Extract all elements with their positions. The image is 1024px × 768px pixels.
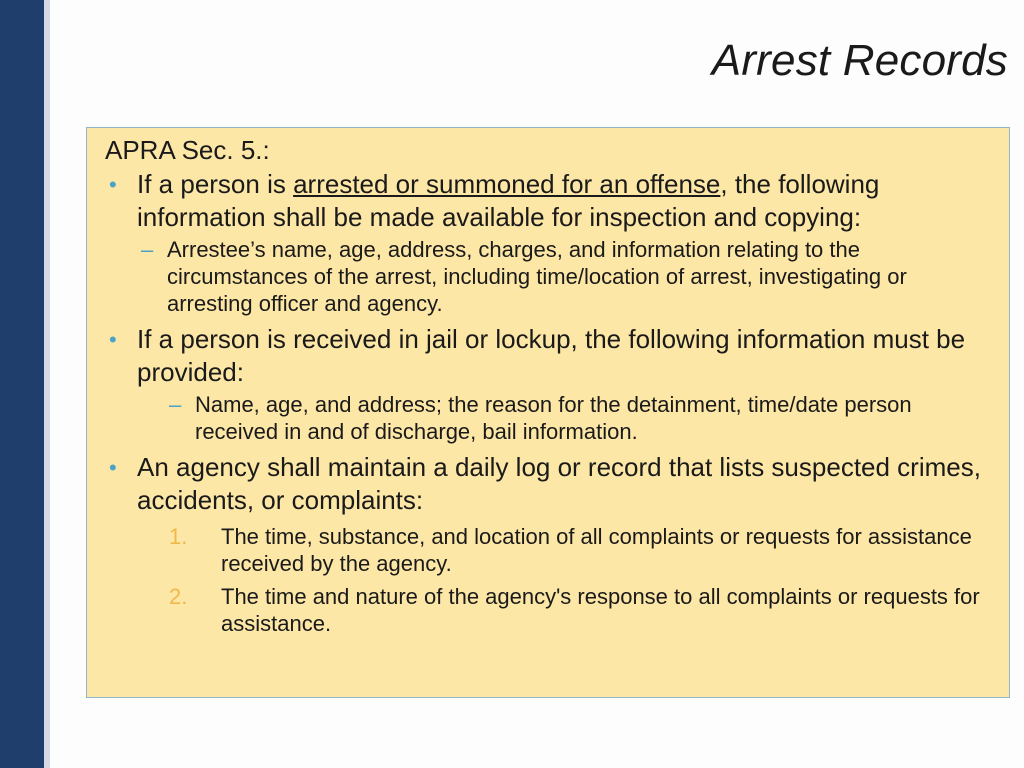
content-box [86, 127, 1010, 698]
bullet-icon: • [109, 327, 117, 352]
bullet-arrested [105, 168, 993, 234]
section-reference: APRA Sec. 5.: [105, 135, 270, 165]
bullet-daily-log [105, 451, 993, 517]
bullet-icon: • [109, 455, 117, 480]
sub-item-arrestee-info [105, 236, 993, 317]
numbered-item-text: The time, substance, and location of all complaints or requests for assistance received by the agency. [221, 524, 972, 576]
bullet-text-underlined: arrested or summoned for an offense [293, 169, 721, 199]
left-accent-bar [0, 0, 44, 768]
sub-item-jail-info [105, 391, 993, 445]
numbered-item-1 [105, 523, 993, 577]
sub-item-text: Name, age, and address; the reason for the detainment, time/date person received in and of discharge, bail information. [195, 392, 912, 444]
numbered-item-text: The time and nature of the agency's response to all complaints or requests for assistance. [221, 584, 980, 636]
dash-icon: – [169, 392, 182, 417]
bullet-icon: • [109, 172, 117, 197]
bullet-jail-lockup [105, 323, 993, 389]
numbered-item-2 [105, 583, 993, 637]
number-marker: 2. [169, 584, 188, 609]
bullet-text-after: , the following information shall be made available for inspection and copying: [137, 169, 880, 232]
bullet-text: An agency shall maintain a daily log or record that lists suspected crimes, accidents, or complaints: [137, 452, 981, 515]
slide-title: Arrest Records [711, 36, 1008, 85]
bullet-text: If a person is received in jail or lockup, the following information must be provided: [137, 324, 966, 387]
dash-icon: – [141, 237, 154, 262]
number-marker: 1. [169, 524, 188, 549]
bullet-text-before: If a person is [137, 169, 294, 199]
sub-item-text: Arrestee’s name, age, address, charges, and information relating to the circumstances of the arrest, including time/location of arrest, investigating or arresting officer and agency. [167, 237, 907, 316]
